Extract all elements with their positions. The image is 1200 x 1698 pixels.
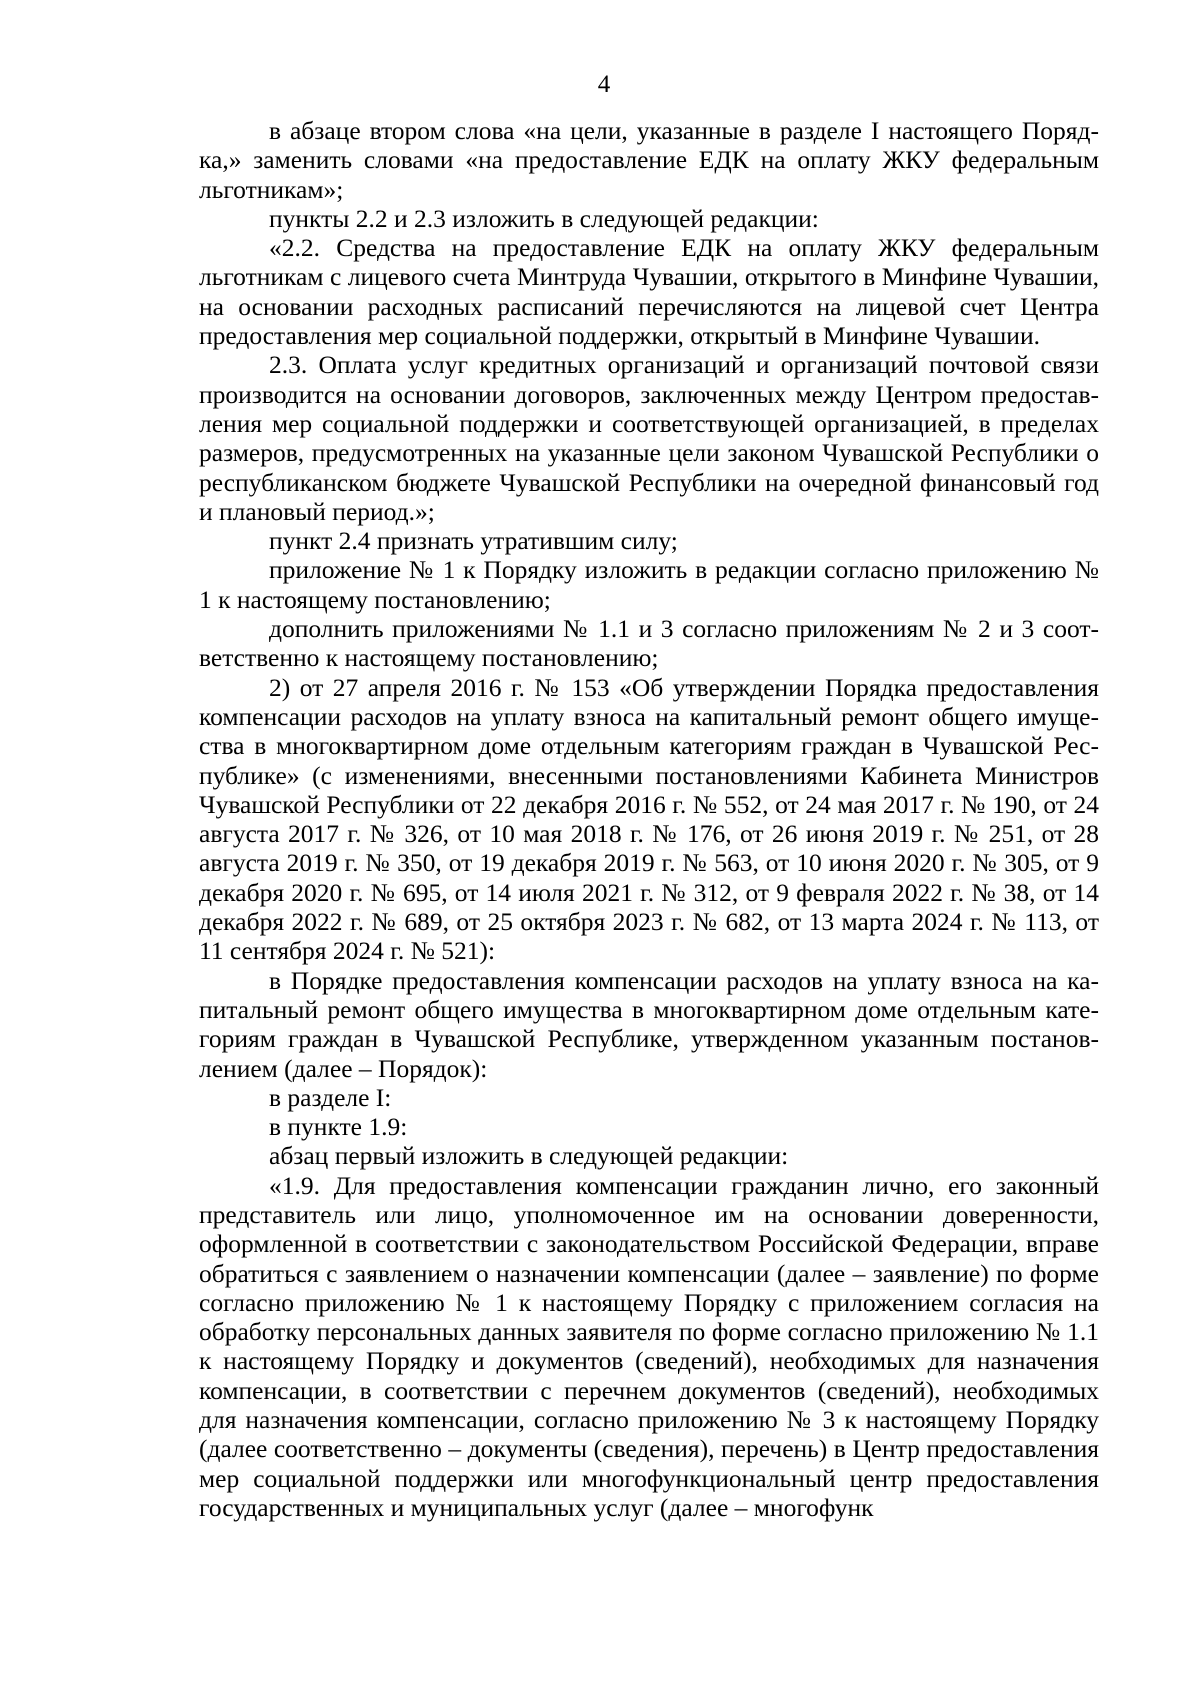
paragraph: 2) от 27 апреля 2016 г. № 153 «Об утверждении Порядка предоставления компенсации расходов на уплату взноса на капитальный ремонт общего имущества в многоквартирном доме отдельным категориям граждан в Чувашской Республике» (с изменениями, внесенными постановлениями Кабинета Министров Чувашской Республики от 22 декабря 2016 г. № 552, от 24 мая 2017 г. № 190, от 24 августа 2017 г. № 326, от 10 мая 2018 г. № 176, от 26 июня 2019 г. № 251, от 28 августа 2019 г. № 350, от 19 декабря 2019 г. № 563, от 10 июня 2020 г. № 305, от 9 декабря 2020 г. № 695, от 14 июля 2021 г. № 312, от 9 февраля 2022 г. № 38, от 14 декабря 2022 г. № 689, от 25 октября 2023 г. № 682, от 13 марта 2024 г. № 113, от 11 сентября 2024 г. № 521): — [199, 672, 1099, 966]
document-body — [199, 116, 1099, 1522]
page-number: 4 — [597, 71, 611, 98]
paragraph: пункт 2.4 признать утратившим силу; — [269, 526, 678, 556]
paragraph: в разделе I: — [269, 1082, 392, 1112]
paragraph: 2.3. Оплата услуг кредитных организаций и организаций почтовой связи производится на основании договоров, заключенных между Центром предоставления мер социальной поддержки и соответствующей организацией, в пределах размеров, предусмотренных на указанные цели законом Чувашской Республики о республиканском бюджете Чувашской Республики на очередной финансовый год и плановый период.»; — [199, 350, 1099, 526]
paragraph: абзац первый изложить в следующей редакции: — [269, 1141, 789, 1171]
paragraph: пункты 2.2 и 2.3 изложить в следующей редакции: — [269, 203, 819, 233]
paragraph: в абзаце втором слова «на цели, указанные в разделе I настоящего Порядка,» заменить словами «на предоставление ЕДК на оплату ЖКУ федеральным льготникам»; — [199, 116, 1099, 204]
paragraph: приложение № 1 к Порядку изложить в редакции согласно приложению № 1 к настоящему постановлению; — [199, 555, 1099, 614]
paragraph: в Порядке предоставления компенсации расходов на уплату взноса на капитальный ремонт общего имущества в многоквартирном доме отдельным категориям граждан в Чувашской Республике, утвержденном указанным постановлением (далее – Порядок): — [199, 965, 1099, 1083]
paragraph: дополнить приложениями № 1.1 и 3 согласно приложениям № 2 и 3 соответственно к настоящему постановлению; — [199, 614, 1099, 673]
paragraph: в пункте 1.9: — [269, 1112, 408, 1142]
paragraph: «1.9. Для предоставления компенсации гражданин лично, его законный представитель или лицо, уполномоченное им на основании доверенности, оформленной в соответствии с законодательством Российской Федерации, вправе обратиться с заявлением о назначении компенсации (далее – заявление) по форме согласно приложению № 1 к настоящему Порядку с приложением согласия на обработку персональных данных заявителя по форме согласно приложению № 1.1 к настоящему Порядку и документов (сведений), необходимых для назначения компенсации, в соответствии с перечнем документов (сведений), необходимых для назначения компенсации, согласно приложению № 3 к настоящему Порядку (далее соответственно – документы (сведения), перечень) в Центр предоставления мер социальной поддержки или многофункциональный центр предоставления государственных и муниципальных услуг (далее – многофунк — [199, 1170, 1099, 1522]
paragraph: «2.2. Средства на предоставление ЕДК на оплату ЖКУ федеральным льготникам с лицевого счета Минтруда Чувашии, открытого в Минфине Чувашии, на основании расходных расписаний перечисляются на лицевой счет Центра предоставления мер социальной поддержки, открытый в Минфине Чувашии. — [199, 233, 1099, 351]
